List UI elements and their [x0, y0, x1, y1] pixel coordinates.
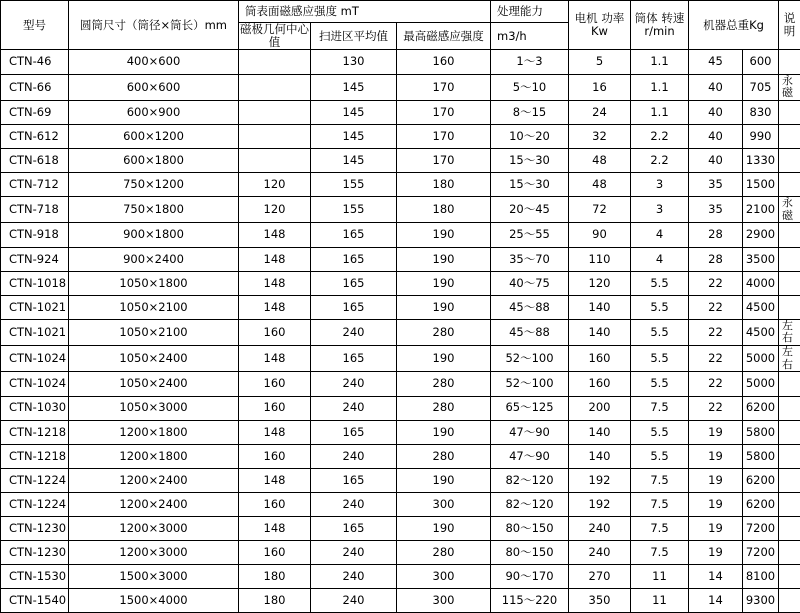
cell-average-value: 145 — [311, 100, 397, 124]
cell-average-value: 240 — [311, 492, 397, 516]
cell-average-value: 165 — [311, 247, 397, 271]
cell-speed: 1.1 — [631, 100, 689, 124]
table-row — [1, 74, 800, 100]
table-row — [1, 50, 800, 74]
table-row — [1, 319, 800, 345]
cell-power: 192 — [569, 468, 631, 492]
cell-remark — [779, 420, 800, 444]
cell-average-value: 145 — [311, 149, 397, 173]
cell-remark — [779, 173, 800, 197]
cell-weight: 7200 — [743, 516, 779, 540]
cell-remark — [779, 124, 800, 148]
cell-center-value: 180 — [239, 565, 311, 589]
cell-speed: 5.5 — [631, 346, 689, 372]
cell-center-value: 160 — [239, 444, 311, 468]
cell-capacity: 15～30 — [491, 149, 569, 173]
cell-model: CTN-1230 — [1, 541, 69, 565]
cell-rpm: 22 — [689, 372, 743, 396]
table-row — [1, 295, 800, 319]
cell-size: 750×1800 — [69, 197, 239, 223]
cell-max-value: 190 — [397, 468, 491, 492]
cell-capacity: 82～120 — [491, 468, 569, 492]
cell-model: CTN-924 — [1, 247, 69, 271]
cell-remark: 左右 — [779, 346, 800, 372]
cell-max-value: 190 — [397, 420, 491, 444]
cell-speed: 4 — [631, 223, 689, 247]
cell-power: 120 — [569, 271, 631, 295]
cell-size: 1050×2100 — [69, 295, 239, 319]
cell-max-value: 280 — [397, 396, 491, 420]
cell-speed: 5.5 — [631, 420, 689, 444]
cell-max-value: 300 — [397, 565, 491, 589]
cell-rpm: 14 — [689, 589, 743, 613]
cell-speed: 7.5 — [631, 541, 689, 565]
cell-power: 350 — [569, 589, 631, 613]
cell-rpm: 35 — [689, 197, 743, 223]
cell-capacity: 80～150 — [491, 516, 569, 540]
cell-size: 600×600 — [69, 74, 239, 100]
cell-model: CTN-1024 — [1, 372, 69, 396]
cell-size: 1050×1800 — [69, 271, 239, 295]
cell-rpm: 40 — [689, 149, 743, 173]
cell-rpm: 35 — [689, 173, 743, 197]
cell-remark — [779, 271, 800, 295]
table-row — [1, 173, 800, 197]
cell-rpm: 19 — [689, 420, 743, 444]
cell-capacity: 90～170 — [491, 565, 569, 589]
cell-rpm: 22 — [689, 319, 743, 345]
cell-capacity: 82～120 — [491, 492, 569, 516]
cell-max-value: 180 — [397, 173, 491, 197]
table-row — [1, 420, 800, 444]
cell-remark — [779, 541, 800, 565]
cell-center-value: 160 — [239, 492, 311, 516]
cell-rpm: 19 — [689, 444, 743, 468]
cell-size: 600×900 — [69, 100, 239, 124]
cell-remark — [779, 247, 800, 271]
cell-remark — [779, 565, 800, 589]
cell-model: CTN-718 — [1, 197, 69, 223]
cell-power: 200 — [569, 396, 631, 420]
cell-max-value: 190 — [397, 271, 491, 295]
cell-size: 1500×3000 — [69, 565, 239, 589]
cell-remark — [779, 516, 800, 540]
table-body — [1, 50, 800, 613]
cell-capacity: 115～220 — [491, 589, 569, 613]
cell-center-value: 148 — [239, 420, 311, 444]
cell-rpm: 28 — [689, 223, 743, 247]
cell-rpm: 45 — [689, 50, 743, 74]
table-row — [1, 492, 800, 516]
cell-size: 1050×2400 — [69, 372, 239, 396]
cell-power: 140 — [569, 420, 631, 444]
cell-remark — [779, 223, 800, 247]
cell-speed: 2.2 — [631, 149, 689, 173]
cell-power: 90 — [569, 223, 631, 247]
cell-model: CTN-1218 — [1, 444, 69, 468]
header-speed: 筒体 转速 r/min — [631, 1, 689, 50]
cell-remark — [779, 372, 800, 396]
cell-max-value: 280 — [397, 444, 491, 468]
header-weight: 机器总重Kg — [689, 1, 779, 50]
cell-max-value: 170 — [397, 100, 491, 124]
cell-size: 1500×4000 — [69, 589, 239, 613]
table-row — [1, 197, 800, 223]
cell-remark — [779, 468, 800, 492]
cell-weight: 5000 — [743, 346, 779, 372]
header-power: 电机 功率 Kw — [569, 1, 631, 50]
cell-capacity: 10～20 — [491, 124, 569, 148]
cell-rpm: 19 — [689, 468, 743, 492]
cell-power: 240 — [569, 516, 631, 540]
cell-average-value: 240 — [311, 319, 397, 345]
cell-model: CTN-1030 — [1, 396, 69, 420]
cell-rpm: 19 — [689, 492, 743, 516]
cell-rpm: 40 — [689, 74, 743, 100]
cell-center-value: 160 — [239, 396, 311, 420]
cell-power: 24 — [569, 100, 631, 124]
cell-average-value: 165 — [311, 516, 397, 540]
cell-speed: 2.2 — [631, 124, 689, 148]
cell-size: 1200×1800 — [69, 420, 239, 444]
cell-max-value: 190 — [397, 247, 491, 271]
cell-average-value: 240 — [311, 589, 397, 613]
cell-remark — [779, 444, 800, 468]
cell-model: CTN-1021 — [1, 295, 69, 319]
table-header-row-1 — [1, 1, 800, 23]
table-row — [1, 565, 800, 589]
cell-center-value — [239, 50, 311, 74]
cell-model: CTN-1530 — [1, 565, 69, 589]
header-model: 型号 — [1, 1, 69, 50]
cell-speed: 7.5 — [631, 492, 689, 516]
cell-model: CTN-1540 — [1, 589, 69, 613]
cell-speed: 5.5 — [631, 295, 689, 319]
header-max-value: 最高磁感应强度 — [397, 23, 491, 50]
cell-max-value: 180 — [397, 197, 491, 223]
cell-speed: 5.5 — [631, 372, 689, 396]
cell-average-value: 240 — [311, 372, 397, 396]
cell-capacity: 8～15 — [491, 100, 569, 124]
cell-size: 600×1200 — [69, 124, 239, 148]
cell-capacity: 47～90 — [491, 420, 569, 444]
cell-rpm: 28 — [689, 247, 743, 271]
cell-weight: 1500 — [743, 173, 779, 197]
cell-speed: 1.1 — [631, 74, 689, 100]
cell-power: 140 — [569, 319, 631, 345]
cell-model: CTN-1021 — [1, 319, 69, 345]
cell-remark — [779, 149, 800, 173]
cell-capacity: 25～55 — [491, 223, 569, 247]
cell-average-value: 145 — [311, 124, 397, 148]
cell-center-value — [239, 149, 311, 173]
cell-model: CTN-1218 — [1, 420, 69, 444]
cell-weight: 2900 — [743, 223, 779, 247]
table-row — [1, 396, 800, 420]
cell-weight: 3500 — [743, 247, 779, 271]
header-capacity-unit: m3/h — [491, 23, 569, 50]
cell-capacity: 20～45 — [491, 197, 569, 223]
cell-center-value: 148 — [239, 346, 311, 372]
cell-capacity: 45～88 — [491, 295, 569, 319]
table-row — [1, 346, 800, 372]
cell-capacity: 52～100 — [491, 346, 569, 372]
cell-max-value: 190 — [397, 346, 491, 372]
table-row — [1, 589, 800, 613]
header-center-value: 磁极几何中心值 — [239, 23, 311, 50]
header-remark: 说明 — [779, 1, 800, 50]
cell-center-value: 180 — [239, 589, 311, 613]
cell-model: CTN-1224 — [1, 492, 69, 516]
cell-weight: 4000 — [743, 271, 779, 295]
cell-center-value: 120 — [239, 197, 311, 223]
cell-weight: 7200 — [743, 541, 779, 565]
cell-speed: 5.5 — [631, 444, 689, 468]
table-header — [1, 1, 800, 50]
cell-average-value: 165 — [311, 346, 397, 372]
cell-capacity: 45～88 — [491, 319, 569, 345]
cell-power: 48 — [569, 173, 631, 197]
cell-capacity: 80～150 — [491, 541, 569, 565]
cell-model: CTN-1230 — [1, 516, 69, 540]
cell-average-value: 240 — [311, 444, 397, 468]
cell-center-value: 148 — [239, 468, 311, 492]
cell-rpm: 19 — [689, 541, 743, 565]
cell-rpm: 22 — [689, 295, 743, 319]
cell-speed: 11 — [631, 589, 689, 613]
cell-speed: 11 — [631, 565, 689, 589]
cell-model: CTN-1224 — [1, 468, 69, 492]
cell-remark: 永磁 — [779, 74, 800, 100]
cell-power: 140 — [569, 444, 631, 468]
cell-max-value: 300 — [397, 492, 491, 516]
cell-power: 72 — [569, 197, 631, 223]
cell-size: 1050×2400 — [69, 346, 239, 372]
cell-center-value — [239, 74, 311, 100]
cell-power: 160 — [569, 372, 631, 396]
cell-size: 1200×2400 — [69, 492, 239, 516]
cell-power: 16 — [569, 74, 631, 100]
cell-weight: 6200 — [743, 396, 779, 420]
cell-center-value: 120 — [239, 173, 311, 197]
cell-average-value: 165 — [311, 468, 397, 492]
cell-model: CTN-712 — [1, 173, 69, 197]
cell-center-value: 148 — [239, 295, 311, 319]
cell-weight: 830 — [743, 100, 779, 124]
cell-size: 400×600 — [69, 50, 239, 74]
table-row — [1, 516, 800, 540]
cell-rpm: 40 — [689, 124, 743, 148]
cell-weight: 4500 — [743, 295, 779, 319]
table-row — [1, 149, 800, 173]
header-surface-flux-group: 筒表面磁感应强度 mT — [239, 1, 491, 23]
cell-center-value: 160 — [239, 319, 311, 345]
table-row — [1, 100, 800, 124]
cell-max-value: 170 — [397, 124, 491, 148]
cell-average-value: 155 — [311, 197, 397, 223]
cell-power: 140 — [569, 295, 631, 319]
cell-rpm: 22 — [689, 396, 743, 420]
cell-speed: 7.5 — [631, 516, 689, 540]
cell-capacity: 65～125 — [491, 396, 569, 420]
cell-weight: 5000 — [743, 372, 779, 396]
cell-size: 1200×1800 — [69, 444, 239, 468]
cell-speed: 3 — [631, 173, 689, 197]
cell-size: 1050×2100 — [69, 319, 239, 345]
cell-model: CTN-1024 — [1, 346, 69, 372]
cell-center-value — [239, 124, 311, 148]
cell-rpm: 22 — [689, 346, 743, 372]
cell-size: 1200×2400 — [69, 468, 239, 492]
cell-center-value: 160 — [239, 372, 311, 396]
cell-rpm: 40 — [689, 100, 743, 124]
table-row — [1, 541, 800, 565]
cell-average-value: 165 — [311, 420, 397, 444]
cell-weight: 990 — [743, 124, 779, 148]
cell-weight: 5800 — [743, 420, 779, 444]
cell-capacity: 40～75 — [491, 271, 569, 295]
cell-speed: 5.5 — [631, 319, 689, 345]
cell-max-value: 280 — [397, 319, 491, 345]
cell-average-value: 240 — [311, 565, 397, 589]
cell-average-value: 240 — [311, 396, 397, 420]
cell-rpm: 22 — [689, 271, 743, 295]
cell-capacity: 1～3 — [491, 50, 569, 74]
cell-remark: 左右 — [779, 319, 800, 345]
table-row — [1, 271, 800, 295]
cell-remark — [779, 100, 800, 124]
cell-average-value: 145 — [311, 74, 397, 100]
cell-size: 900×1800 — [69, 223, 239, 247]
table-row — [1, 124, 800, 148]
cell-weight: 1330 — [743, 149, 779, 173]
cell-rpm: 14 — [689, 565, 743, 589]
cell-weight: 9300 — [743, 589, 779, 613]
cell-model: CTN-1018 — [1, 271, 69, 295]
cell-model: CTN-69 — [1, 100, 69, 124]
cell-average-value: 165 — [311, 223, 397, 247]
cell-max-value: 190 — [397, 295, 491, 319]
cell-max-value: 190 — [397, 516, 491, 540]
cell-model: CTN-66 — [1, 74, 69, 100]
cell-speed: 7.5 — [631, 396, 689, 420]
cell-power: 32 — [569, 124, 631, 148]
cell-speed: 7.5 — [631, 468, 689, 492]
cell-weight: 6200 — [743, 468, 779, 492]
cell-average-value: 155 — [311, 173, 397, 197]
cell-power: 110 — [569, 247, 631, 271]
cell-capacity: 52～100 — [491, 372, 569, 396]
cell-remark — [779, 589, 800, 613]
cell-model: CTN-612 — [1, 124, 69, 148]
cell-size: 1200×3000 — [69, 541, 239, 565]
cell-max-value: 190 — [397, 223, 491, 247]
cell-power: 270 — [569, 565, 631, 589]
table-row — [1, 372, 800, 396]
cell-power: 160 — [569, 346, 631, 372]
table-row — [1, 223, 800, 247]
cell-weight: 2100 — [743, 197, 779, 223]
cell-center-value — [239, 100, 311, 124]
cell-model: CTN-918 — [1, 223, 69, 247]
cell-weight: 600 — [743, 50, 779, 74]
header-average-value: 扫进区平均值 — [311, 23, 397, 50]
cell-size: 750×1200 — [69, 173, 239, 197]
cell-weight: 4500 — [743, 319, 779, 345]
cell-weight: 8100 — [743, 565, 779, 589]
cell-max-value: 280 — [397, 372, 491, 396]
cell-speed: 3 — [631, 197, 689, 223]
cell-capacity: 47～90 — [491, 444, 569, 468]
cell-max-value: 170 — [397, 74, 491, 100]
cell-size: 1050×3000 — [69, 396, 239, 420]
cell-average-value: 165 — [311, 295, 397, 319]
cell-model: CTN-46 — [1, 50, 69, 74]
cell-weight: 6200 — [743, 492, 779, 516]
cell-model: CTN-618 — [1, 149, 69, 173]
cell-remark — [779, 396, 800, 420]
table-row — [1, 468, 800, 492]
table-row — [1, 444, 800, 468]
cell-capacity: 5～10 — [491, 74, 569, 100]
header-capacity-group: 处理能力 — [491, 1, 569, 23]
cell-max-value: 280 — [397, 541, 491, 565]
cell-average-value: 130 — [311, 50, 397, 74]
cell-power: 5 — [569, 50, 631, 74]
cell-center-value: 148 — [239, 271, 311, 295]
cell-remark — [779, 50, 800, 74]
cell-weight: 705 — [743, 74, 779, 100]
cell-average-value: 165 — [311, 271, 397, 295]
cell-center-value: 148 — [239, 223, 311, 247]
header-size: 圆筒尺寸（筒径×筒长）mm — [69, 1, 239, 50]
cell-center-value: 160 — [239, 541, 311, 565]
cell-center-value: 148 — [239, 516, 311, 540]
cell-size: 1200×3000 — [69, 516, 239, 540]
cell-power: 192 — [569, 492, 631, 516]
cell-size: 900×2400 — [69, 247, 239, 271]
cell-capacity: 15～30 — [491, 173, 569, 197]
cell-rpm: 19 — [689, 516, 743, 540]
cell-weight: 5800 — [743, 444, 779, 468]
cell-remark — [779, 492, 800, 516]
cell-size: 600×1800 — [69, 149, 239, 173]
cell-speed: 5.5 — [631, 271, 689, 295]
cell-max-value: 300 — [397, 589, 491, 613]
cell-capacity: 35～70 — [491, 247, 569, 271]
cell-center-value: 148 — [239, 247, 311, 271]
cell-remark: 永磁 — [779, 197, 800, 223]
table-row — [1, 247, 800, 271]
cell-remark — [779, 295, 800, 319]
cell-power: 240 — [569, 541, 631, 565]
cell-speed: 4 — [631, 247, 689, 271]
cell-max-value: 170 — [397, 149, 491, 173]
cell-average-value: 240 — [311, 541, 397, 565]
cell-max-value: 160 — [397, 50, 491, 74]
cell-power: 48 — [569, 149, 631, 173]
cell-speed: 1.1 — [631, 50, 689, 74]
